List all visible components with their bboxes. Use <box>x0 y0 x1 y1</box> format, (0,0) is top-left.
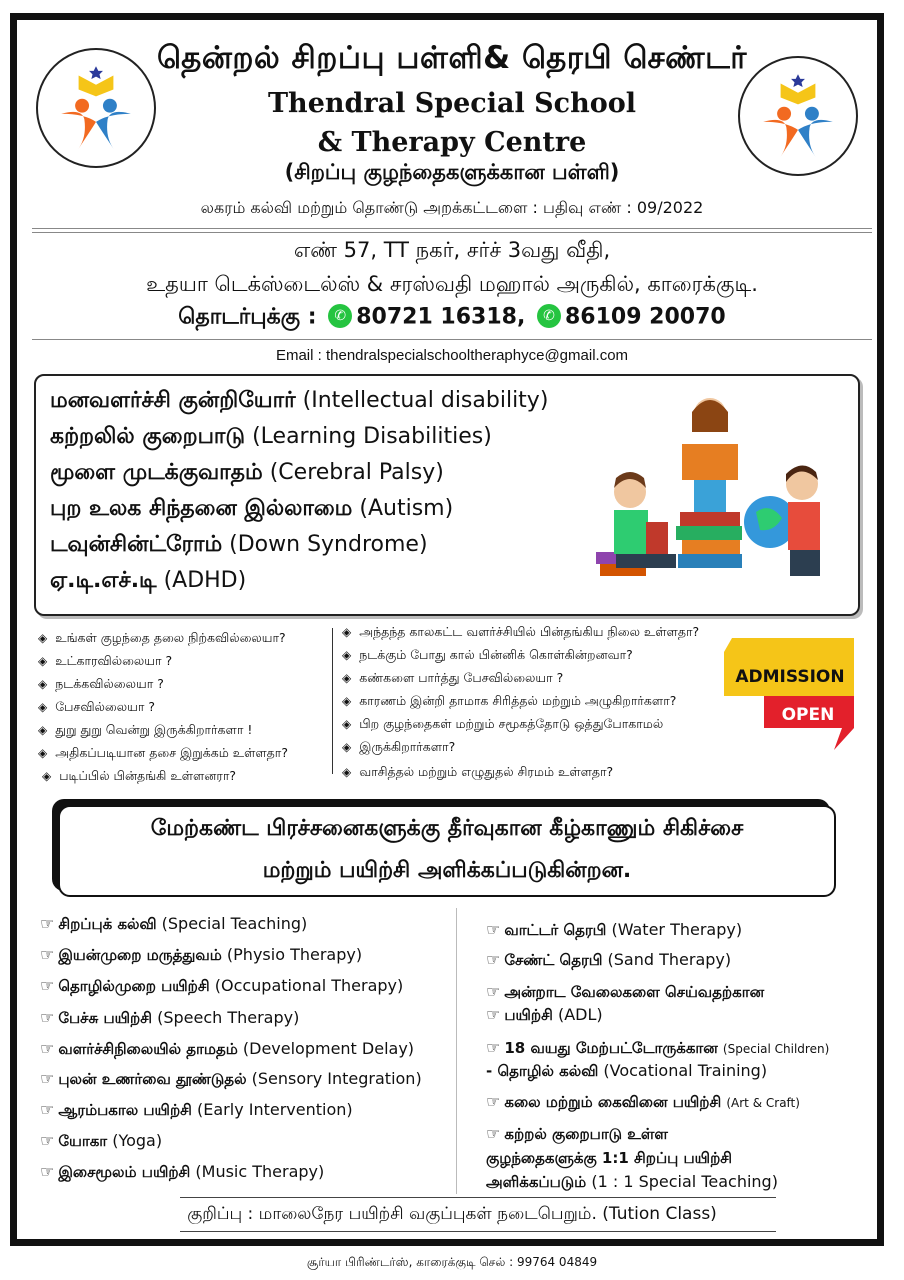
admission-open-badge <box>724 638 854 750</box>
question-item: ◈ பேசவில்லையா ? <box>38 699 155 716</box>
divider <box>32 232 872 233</box>
therapy-item: ☞ புலன் உணர்வை தூண்டுதல் (Sensory Integration) <box>40 1069 422 1090</box>
question-item: ◈ நடக்கும் போது கால் பின்னிக் கொள்கின்றனவா? <box>342 647 633 664</box>
therapy-item: அளிக்கப்படும் (1 : 1 Special Teaching) <box>486 1172 778 1191</box>
contact-label: தொடர்புக்கு : <box>178 304 317 330</box>
therapy-item: ☞ ஆரம்பகால பயிற்சி (Early Intervention) <box>40 1100 353 1121</box>
divider <box>32 339 872 340</box>
divider <box>32 228 872 229</box>
disability-item: புற உலக சிந்தனை இல்லாமை (Autism) <box>50 496 454 521</box>
question-item: ◈ உங்கள் குழந்தை தலை நிற்கவில்லையா? <box>38 630 286 647</box>
email-line[interactable]: Email : thendralspecialschooltheraphyce@gmail.com <box>275 347 629 364</box>
therapy-item: ☞ சிறப்புக் கல்வி (Special Teaching) <box>40 914 307 935</box>
therapy-item: - தொழில் கல்வி (Vocational Training) <box>486 1061 768 1080</box>
footer-divider <box>180 1231 776 1232</box>
highlight-line-2: மற்றும் பயிற்சி அளிக்கப்படுகின்றன. <box>262 858 632 883</box>
question-item: ◈ கண்களை பார்த்து பேசவில்லையா ? <box>342 670 563 687</box>
therapy-item: ☞ இசைமூலம் பயிற்சி (Music Therapy) <box>40 1162 324 1183</box>
question-item: ◈ வாசித்தல் மற்றும் எழுதுதல் சிரமம் உள்ளதா? <box>342 764 613 781</box>
phone-1[interactable]: 80721 16318, <box>356 304 526 330</box>
column-divider <box>332 628 333 774</box>
question-item: ◈ படிப்பில் பின்தங்கி உள்ளனரா? <box>42 768 236 785</box>
school-title-english-1: Thendral Special School <box>267 88 637 119</box>
therapy-item: ☞ கலை மற்றும் கைவினை பயிற்சி (Art & Craft) <box>486 1092 800 1113</box>
whatsapp-icon: ✆ <box>328 304 352 328</box>
disability-item: மனவளர்ச்சி குன்றியோர் (Intellectual disability) <box>50 388 549 413</box>
disability-item: ஏ.டி.எச்.டி (ADHD) <box>50 568 247 593</box>
disability-item: மூளை முடக்குவாதம் (Cerebral Palsy) <box>50 460 444 485</box>
therapy-item: ☞ அன்றாட வேலைகளை செய்வதற்கான <box>486 982 764 1003</box>
therapy-item: ☞ யோகா (Yoga) <box>40 1131 162 1152</box>
therapy-item: ☞ வாட்டர் தெரபி (Water Therapy) <box>486 920 742 941</box>
school-tagline: (சிறப்பு குழந்தைகளுக்கான பள்ளி) <box>284 160 620 184</box>
therapy-item: ☞ சேண்ட் தெரபி (Sand Therapy) <box>486 950 731 971</box>
question-item: ◈ அதிகப்படியான தசை இறுக்கம் உள்ளதா? <box>38 745 288 762</box>
contact-line <box>0 304 904 333</box>
badge-open-text: OPEN <box>781 705 835 725</box>
question-item: ◈ பிற குழந்தைகள் மற்றும் சமூகத்தோடு ஒத்துபோகாமல் <box>342 716 663 733</box>
phone-2[interactable]: 86109 20070 <box>564 304 726 330</box>
question-item: ◈ நடக்கவில்லையா ? <box>38 676 164 693</box>
address-line-2: உதயா டெக்ஸ்டைல்ஸ் & சரஸ்வதி மஹால் அருகில், காரைக்குடி. <box>146 272 758 296</box>
footer-divider <box>180 1197 776 1198</box>
highlight-line-1: மேற்கண்ட பிரச்சனைகளுக்கு தீர்வுகான கீழ்காணும் சிகிச்சை <box>150 816 744 841</box>
question-item: ◈ உட்காரவில்லையா ? <box>38 653 172 670</box>
question-item: ◈ அந்தந்த காலகட்ட வளர்ச்சியில் பின்தங்கிய நிலை உள்ளதா? <box>342 624 699 641</box>
disability-item: டவுன்சின்ட்ரோம் (Down Syndrome) <box>50 532 428 557</box>
question-item: ◈ துறு துறு வென்று இருக்கிறார்களா ! <box>38 722 252 739</box>
therapy-item: ☞ தொழில்முறை பயிற்சி (Occupational Therapy) <box>40 976 403 997</box>
column-divider <box>456 908 457 1194</box>
therapy-item: ☞ இயன்முறை மருத்துவம் (Physio Therapy) <box>40 945 362 966</box>
question-item: ◈ இருக்கிறார்களா? <box>342 739 455 756</box>
badge-admission-text: ADMISSION <box>735 667 845 687</box>
therapy-item: ☞ பயிற்சி (ADL) <box>486 1005 603 1026</box>
footer-note: குறிப்பு : மாலைநேர பயிற்சி வகுப்புகள் நடைபெறும். (Tution Class) <box>187 1204 717 1224</box>
whatsapp-icon: ✆ <box>537 304 561 328</box>
school-title-english-2: & Therapy Centre <box>317 127 587 158</box>
school-title-tamil: தென்றல் சிறப்பு பள்ளி& தெரபி செண்டர் <box>157 40 747 76</box>
disability-item: கற்றலில் குறைபாடு (Learning Disabilities) <box>50 424 492 449</box>
children-reading-illustration <box>590 392 840 602</box>
therapy-item: குழந்தைகளுக்கு 1:1 சிறப்பு பயிற்சி <box>486 1149 733 1167</box>
registration-line: லகரம் கல்வி மற்றும் தொண்டு அறக்கட்டளை : பதிவு எண் : 09/2022 <box>200 198 704 217</box>
therapy-item: ☞ பேச்சு பயிற்சி (Speech Therapy) <box>40 1008 299 1029</box>
therapy-item: ☞ 18 வயது மேற்பட்டோருக்கான (Special Children) <box>486 1038 829 1059</box>
printer-credit: சூர்யா பிரிண்டர்ஸ், காரைக்குடி செல் : 99764 04849 <box>306 1255 598 1269</box>
question-item: ◈ காரணம் இன்றி தாமாக சிரித்தல் மற்றும் அழுகிறார்களா? <box>342 693 676 710</box>
therapy-item: ☞ கற்றல் குறைபாடு உள்ள <box>486 1124 668 1145</box>
therapy-item: ☞ வளர்ச்சிநிலையில் தாமதம் (Development Delay) <box>40 1039 414 1060</box>
address-line-1: எண் 57, TT நகர், சர்ச் 3வது வீதி, <box>293 238 611 262</box>
